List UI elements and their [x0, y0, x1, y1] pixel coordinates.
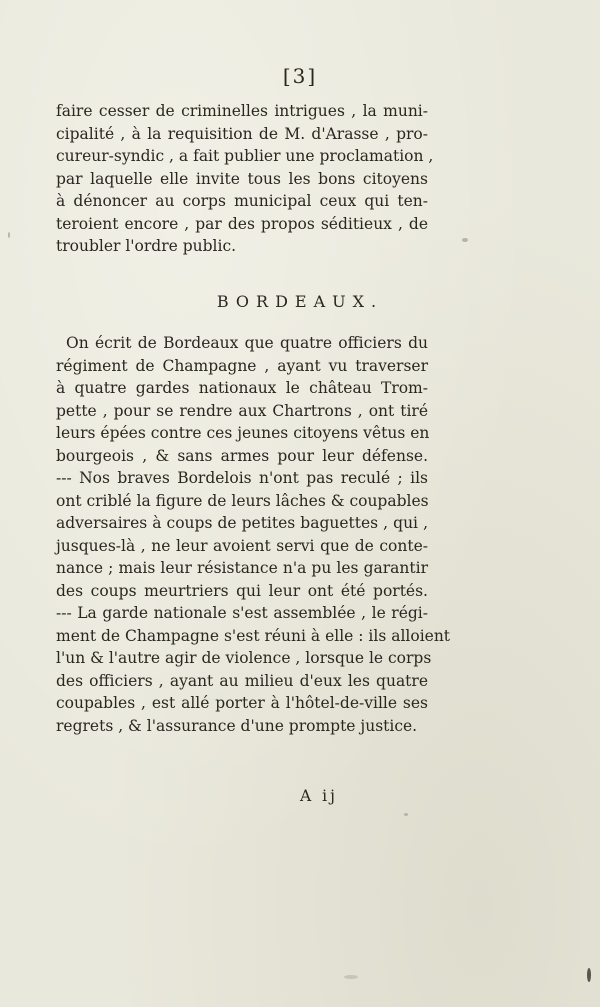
text-line: cipalité , à la requisition de M. d'Arasse , pro-: [56, 124, 428, 143]
paper-speck: [8, 232, 10, 238]
text-line: faire cesser de criminelles intrigues , la muni-: [56, 102, 428, 120]
paper-speck: [462, 238, 468, 242]
text-line: --- Nos braves Bordelois n'ont pas reculé ; ils: [56, 469, 428, 487]
signature-mark: A ij: [300, 787, 338, 805]
text-line: coupables , est allé porter à l'hôtel-de-ville ses: [56, 694, 428, 712]
text-line: à dénoncer au corps municipal ceux qui ten-: [56, 192, 428, 210]
text-line: adversaires à coups de petites baguettes , qui ,: [56, 514, 428, 532]
text-line: On écrit de Bordeaux que quatre officiers du: [66, 334, 428, 352]
text-line: l'un & l'autre agir de violence , lorsque le corps: [56, 649, 432, 667]
paper-speck: [587, 968, 591, 982]
text-line: à quatre gardes nationaux le château Trom-: [56, 379, 428, 397]
text-line: des coups meurtriers qui leur ont été portés.: [56, 581, 428, 600]
text-line: cureur-syndic , a fait publier une proclamation ,: [56, 147, 434, 165]
text-line: ment de Champagne s'est réuni à elle : ils alloient: [56, 626, 451, 645]
text-line: bourgeois , & sans armes pour leur défense.: [56, 446, 428, 465]
paper-speck: [404, 813, 408, 816]
text-line: troubler l'ordre public.: [56, 237, 237, 255]
paragraph-bordeaux-report: [56, 332, 451, 737]
text-line: teroient encore , par des propos séditieux , de: [56, 214, 428, 233]
text-line: ont criblé la figure de leurs lâches & coupables: [56, 491, 429, 510]
paper-speck: [344, 975, 358, 979]
page-number: [3]: [282, 64, 318, 88]
text-line: régiment de Champagne , ayant vu traverser: [56, 356, 428, 375]
section-heading-bordeaux: BORDEAUX.: [216, 292, 384, 311]
text-line: leurs épées contre ces jeunes citoyens vêtus en: [56, 424, 430, 442]
text-line: --- La garde nationale s'est assemblée , le régi-: [56, 604, 428, 622]
text-line: jusques-là , ne leur avoient servi que de conte-: [56, 536, 428, 555]
text-line: regrets , & l'assurance d'une prompte justice.: [56, 716, 418, 735]
text-line: pette , pour se rendre aux Chartrons , ont tiré: [56, 401, 428, 420]
paragraph-municipal-proclamation: [56, 100, 434, 258]
text-line: nance ; mais leur résistance n'a pu les garantir: [56, 559, 428, 577]
text-line: des officiers , ayant au milieu d'eux les quatre: [56, 671, 428, 690]
text-line: par laquelle elle invite tous les bons citoyens: [56, 169, 428, 188]
